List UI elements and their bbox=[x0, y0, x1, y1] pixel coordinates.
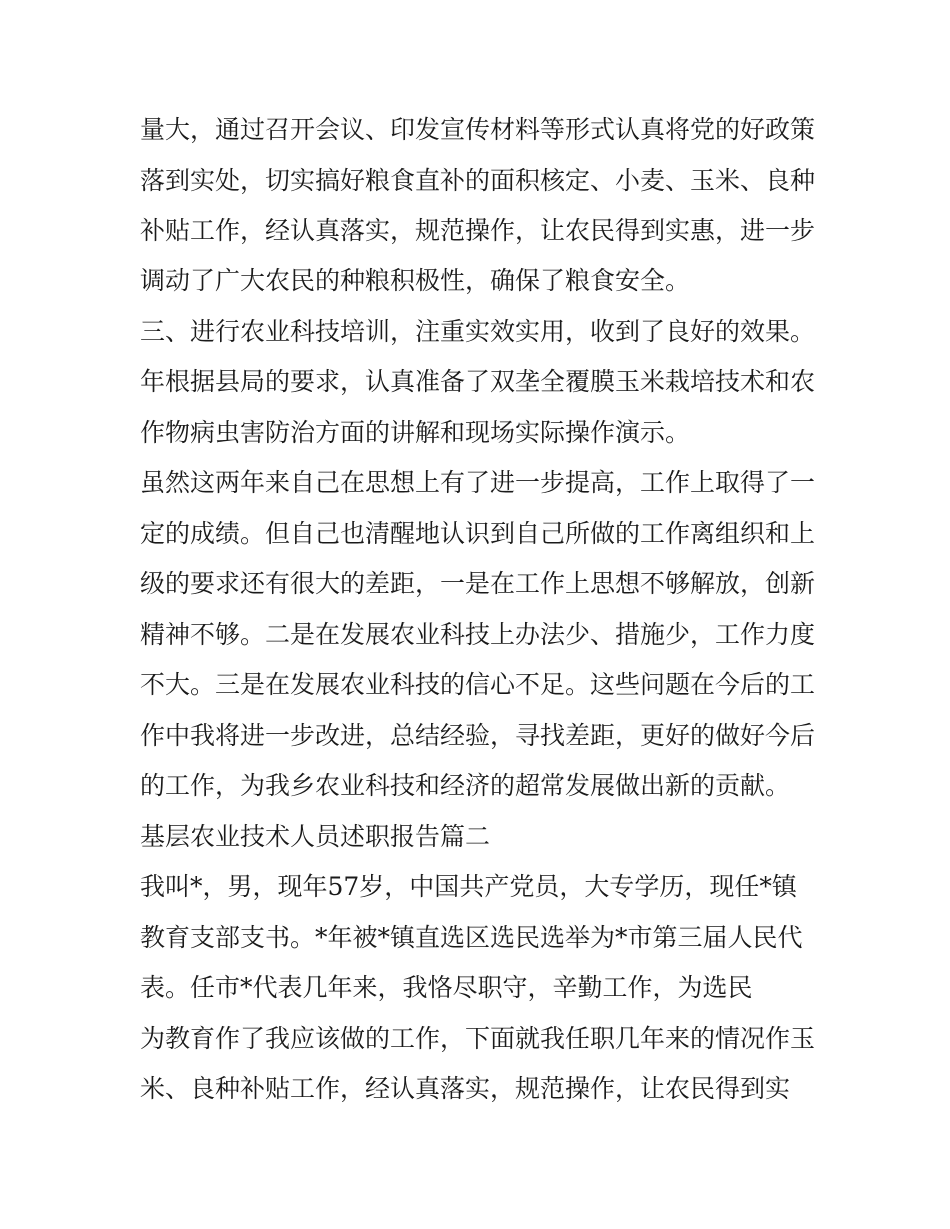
text-line-19: 为教育作了我应该做的工作，下面就我任职几年来的情况作玉 bbox=[140, 1024, 816, 1053]
text-line-3: 补贴工作，经认真落实，规范操作，让农民得到实惠，进一步 bbox=[140, 216, 816, 245]
text-line-6: 年根据县局的要求，认真准备了双垄全覆膜玉米栽培技术和农 bbox=[140, 367, 816, 396]
section-heading: 基层农业技术人员述职报告篇二 bbox=[140, 822, 491, 851]
text-line-13: 作中我将进一步改进，总结经验，寻找差距，更好的做好今后 bbox=[140, 721, 816, 750]
text-line-12: 不大。三是在发展农业科技的信心不足。这些问题在今后的工 bbox=[140, 670, 816, 699]
text-line-1: 量大，通过召开会议、印发宣传材料等形式认真将党的好政策 bbox=[140, 115, 816, 144]
text-line-2: 落到实处，切实搞好粮食直补的面积核定、小麦、玉米、良种 bbox=[140, 166, 816, 195]
text-line-4: 调动了广大农民的种粮积极性，确保了粮食安全。 bbox=[140, 266, 691, 295]
text-line-20: 米、良种补贴工作，经认真落实，规范操作，让农民得到实 bbox=[140, 1074, 791, 1103]
text-line-18: 表。任市*代表几年来，我恪尽职守，辛勤工作，为选民 bbox=[140, 973, 753, 1002]
text-line-10: 级的要求还有很大的差距，一是在工作上思想不够解放，创新 bbox=[140, 569, 816, 598]
text-line-14: 的工作，为我乡农业科技和经济的超常发展做出新的贡献。 bbox=[140, 771, 791, 800]
text-line-7: 作物病虫害防治方面的讲解和现场实际操作演示。 bbox=[140, 418, 691, 447]
text-line-8: 虽然这两年来自己在思想上有了进一步提高，工作上取得了一 bbox=[140, 468, 816, 497]
text-line-9: 定的成绩。但自己也清醒地认识到自己所做的工作离组织和上 bbox=[140, 519, 816, 548]
text-line-17: 教育支部支书。*年被*镇直选区选民选举为*市第三届人民代 bbox=[140, 923, 803, 952]
text-line-5: 三、进行农业科技培训，注重实效实用，收到了良好的效果。 bbox=[140, 317, 816, 346]
text-line-16: 我叫*，男，现年57岁，中国共产党员，大专学历，现任*镇 bbox=[140, 872, 797, 901]
text-line-11: 精神不够。二是在发展农业科技上办法少、措施少，工作力度 bbox=[140, 620, 816, 649]
